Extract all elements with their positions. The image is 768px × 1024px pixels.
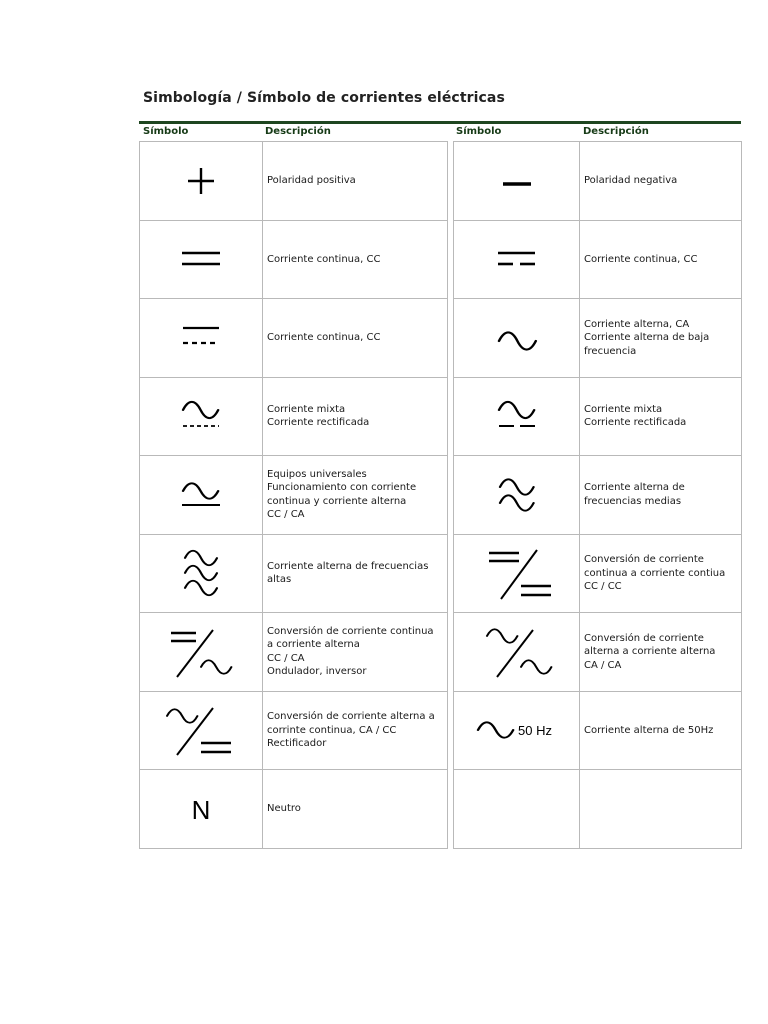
title-rule	[139, 121, 741, 124]
plus-icon	[171, 156, 231, 206]
frequency-label: 50 Hz	[517, 723, 552, 739]
row-description: Conversión de corriente continua a corriente contiua CC / CC	[584, 554, 726, 592]
row-description: Corriente continua, CC	[267, 253, 381, 265]
row-description: Corriente alterna, CA Corriente alterna de baja frecuencia	[584, 318, 710, 357]
table-row	[454, 691, 742, 770]
right-symbol-table	[453, 141, 742, 849]
ac-wave-icon	[487, 313, 547, 363]
table-row	[140, 299, 448, 378]
table-row	[140, 691, 448, 770]
row-description: Corriente mixta Corriente rectificada	[584, 403, 687, 429]
row-description: Corriente alterna de frecuencias medias	[584, 482, 685, 507]
table-row	[140, 220, 448, 299]
empty-description-cell	[580, 770, 742, 849]
table-row	[454, 142, 742, 221]
dc-to-dc-icon	[477, 543, 557, 603]
neutral-icon	[171, 784, 231, 834]
row-description: Corriente alterna de 50Hz	[584, 724, 714, 736]
right-description-header: Descripción	[583, 126, 649, 137]
table-row	[140, 377, 448, 456]
right-symbol-header: Símbolo	[456, 126, 502, 137]
mixed-current-dashed-icon	[171, 391, 231, 441]
left-description-header: Descripción	[265, 126, 331, 137]
table-row	[454, 299, 742, 378]
table-row	[140, 534, 448, 613]
table-row	[140, 456, 448, 535]
double-wave-icon	[487, 470, 547, 520]
page-title: Simbología / Símbolo de corrientes eléctricas	[143, 90, 505, 106]
table-row	[454, 220, 742, 299]
left-symbol-header: Símbolo	[143, 126, 189, 137]
row-description: Neutro	[267, 803, 301, 814]
neutral-symbol-text: N	[191, 794, 211, 825]
table-row	[454, 456, 742, 535]
ac-to-ac-icon	[477, 622, 557, 682]
table-row	[454, 770, 742, 849]
row-description: Corriente continua, CC	[584, 253, 698, 265]
row-description: Polaridad positiva	[267, 175, 356, 186]
row-description: Conversión de corriente alterna a corriente alterna CA / CA	[584, 632, 716, 671]
row-description: Equipos universales Funcionamiento con corriente continua y corriente alterna CC / CA	[267, 468, 417, 521]
dc-to-ac-icon	[161, 622, 241, 682]
row-description: Corriente alterna de frecuencias altas	[267, 560, 429, 586]
table-row	[140, 613, 448, 692]
table-row	[454, 613, 742, 692]
minus-icon	[487, 156, 547, 206]
row-description: Corriente continua, CC	[267, 332, 381, 343]
row-description: Conversión de corriente alterna a corrinte continua, CA / CC Rectificador	[267, 711, 435, 749]
empty-symbol-cell	[454, 770, 580, 849]
universal-equipment-icon	[171, 470, 231, 520]
row-description: Corriente mixta Corriente rectificada	[267, 403, 370, 429]
row-description: Conversión de corriente continua a corriente alterna CC / CA Ondulador, inversor	[267, 625, 434, 678]
table-row	[454, 377, 742, 456]
ac-50hz-icon	[472, 710, 562, 750]
left-symbol-table	[139, 141, 448, 849]
dc-solid-dashed-icon	[171, 313, 231, 363]
table-row	[454, 534, 742, 613]
dc-double-line-icon	[171, 234, 231, 284]
table-row	[140, 142, 448, 221]
mixed-current-dash-icon	[487, 391, 547, 441]
dc-line-double-dash-icon	[487, 234, 547, 284]
triple-wave-icon	[171, 543, 231, 603]
table-row	[140, 770, 448, 849]
row-description: Polaridad negativa	[584, 175, 678, 186]
ac-to-dc-icon	[161, 700, 241, 760]
